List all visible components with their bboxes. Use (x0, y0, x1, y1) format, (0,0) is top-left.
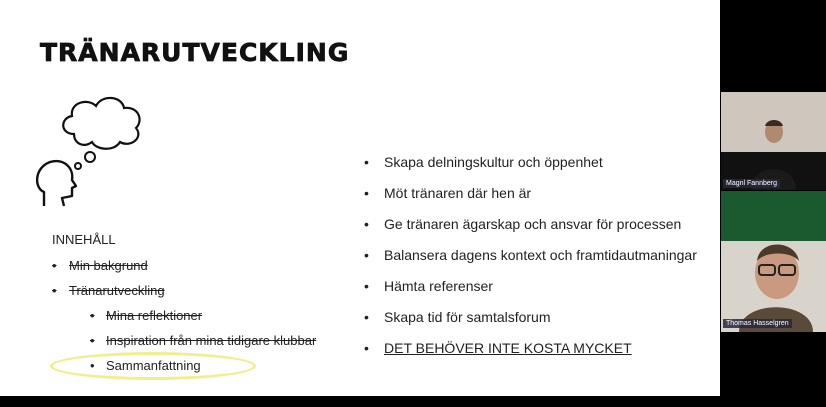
key-point-text: Skapa delningskultur och öppenhet (384, 154, 603, 170)
contents-item-label: Sammanfattning (106, 358, 201, 373)
bullet: • (364, 154, 369, 170)
bullet: • (52, 283, 57, 298)
participant-video-tile[interactable] (721, 92, 826, 190)
bullet: • (364, 309, 369, 325)
key-point-text: Ge tränaren ägarskap och ansvar för processen (384, 216, 682, 232)
bullet: • (364, 216, 369, 232)
key-point-text: DET BEHÖVER INTE KOSTA MYCKET (384, 340, 632, 356)
bullet: • (90, 308, 95, 323)
contents-item-mina-reflektioner (52, 307, 203, 332)
contents-item-label: Min bakgrund (69, 258, 148, 273)
contents-heading: INNEHÅLL (52, 232, 116, 247)
participant-video (721, 191, 826, 332)
slide-title: TRÄNARUTVECKLING (40, 38, 350, 67)
bullet: • (90, 333, 95, 348)
bullet: • (364, 340, 369, 356)
participant-name: Thomas Hasselgren (723, 319, 792, 328)
contents-item-min-bakgrund (52, 257, 148, 282)
contents-item-tranarutveckling (52, 282, 165, 307)
participant-name: Magnl Fannberg (723, 179, 780, 188)
key-point-text: Möt tränaren där hen är (384, 185, 532, 201)
contents-item-label: Mina reflektioner (106, 308, 203, 323)
contents-item-label: Tränarutveckling (69, 283, 165, 298)
contents-item-label: Inspiration från mina tidigare klubbar (106, 333, 317, 348)
bullet: • (52, 258, 57, 273)
participant-video-tile[interactable] (721, 191, 826, 332)
bullet: • (364, 185, 369, 201)
key-point-text: Balansera dagens kontext och framtidautmaningar (384, 247, 697, 263)
participant-video (721, 92, 826, 190)
bullet: • (364, 278, 369, 294)
thought-bubble-head-icon (30, 88, 160, 212)
bullet: • (364, 247, 369, 263)
bullet: • (90, 358, 95, 373)
key-point-text: Hämta referenser (384, 278, 493, 294)
highlight-ellipse (50, 352, 256, 380)
key-point-text: Skapa tid för samtalsforum (384, 309, 551, 325)
